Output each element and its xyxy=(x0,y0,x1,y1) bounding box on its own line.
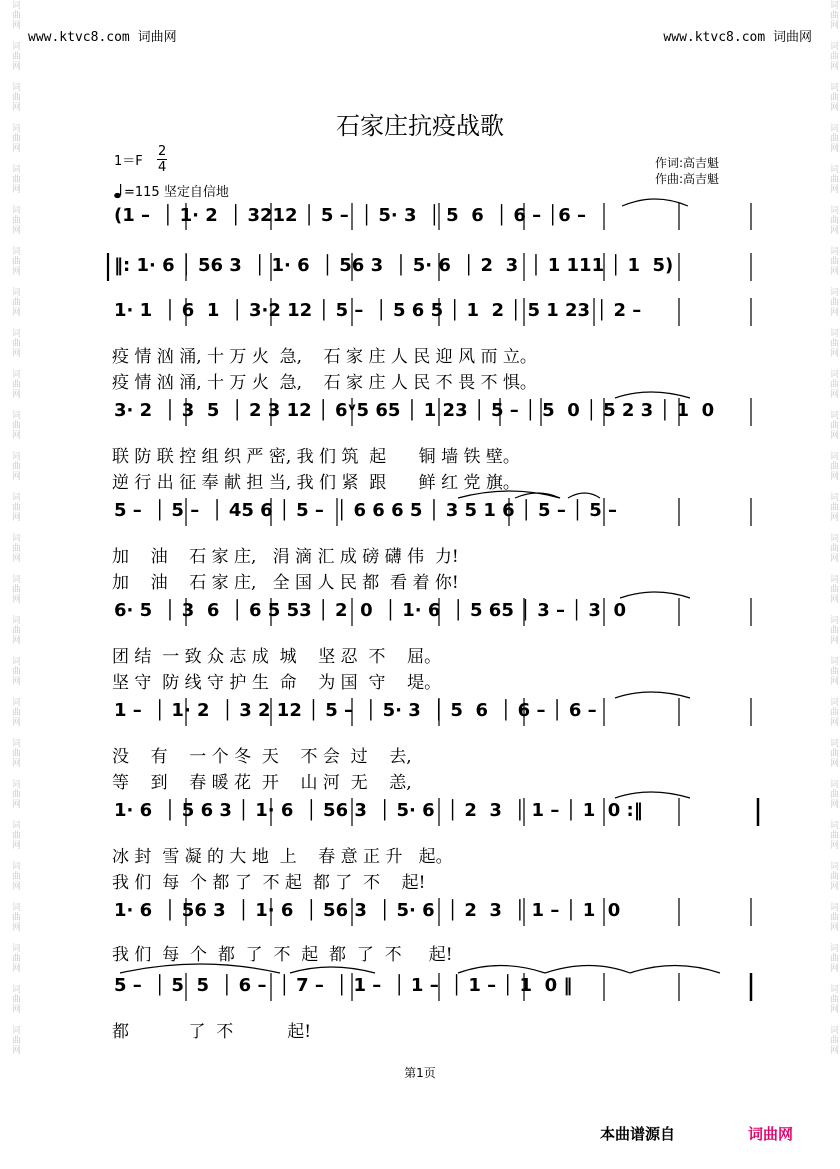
notation-line-7: 1 – │ 1· 2 │ 3 2 12 │ 5 – │ 5· 3 │ 5 6 │ 6 – │ 6 – xyxy=(114,700,597,721)
lyric-line-10: 都 了 不 起! xyxy=(112,1022,312,1042)
key-signature: 1＝F xyxy=(114,154,143,169)
side-watermark-left: 词曲网 词曲网 词曲网 词曲网 词曲网 词曲网 词曲网 词曲网 词曲网 词曲网 词曲网 词曲网 词曲网 词曲网 词曲网 词曲网 词曲网 词曲网 词曲网 词曲网 词曲网 词曲网 词曲网 词曲网 词曲网 词曲网 xyxy=(10,0,20,1055)
notation-line-2: ‖: 1· 6 │ 56 3 │ 1· 6 │ 56 3 │ 5· 6 │ 2 3 │ 1 111 │ 1 5) xyxy=(114,255,674,276)
side-watermark-right: 词曲网 词曲网 词曲网 词曲网 词曲网 词曲网 词曲网 词曲网 词曲网 词曲网 词曲网 词曲网 词曲网 词曲网 词曲网 词曲网 词曲网 词曲网 词曲网 词曲网 词曲网 词曲网 词曲网 词曲网 词曲网 词曲网 xyxy=(828,0,838,1055)
lyric-line-8-verse-1: 冰 封 雪 凝 的 大 地 上 春 意 正 升 起。 xyxy=(112,847,453,867)
page-number: 第1页 xyxy=(404,1066,436,1080)
lyric-line-7-verse-1: 没 有 一 个 冬 天 不 会 过 去, xyxy=(112,747,412,767)
composer-credit: 作曲:高吉魁 xyxy=(655,172,720,186)
notation-line-6: 6· 5 │ 3 6 │ 6 5 53 │ 2 0 │ 1· 6 │ 5 65 │ 3 – │ 3 0 xyxy=(114,600,626,621)
lyric-line-4-verse-2: 逆 行 出 征 奉 献 担 当, 我 们 紧 跟 鲜 红 党 旗。 xyxy=(112,473,520,493)
lyric-line-6-verse-1: 团 结 一 致 众 志 成 城 坚 忍 不 屈。 xyxy=(112,647,442,667)
lyric-line-7-verse-2: 等 到 春 暖 花 开 山 河 无 恙, xyxy=(112,773,412,793)
notation-line-9: 1· 6 │ 56 3 │ 1· 6 │ 56 3 │ 5· 6 │ 2 3 │ 1 – │ 1 0 xyxy=(114,900,621,921)
song-title: 石家庄抗疫战歌 xyxy=(336,112,504,140)
lyric-line-9: 我 们 每 个 都 了 不 起 都 了 不 起! xyxy=(112,945,453,965)
source-site-link[interactable]: 词曲网 xyxy=(748,1125,794,1143)
header-site-right[interactable]: www.ktvc8.com 词曲网 xyxy=(663,30,812,45)
notation-line-4: 3· 2 │ 3 5 │ 2 3 12 │ 6ᵛ5 65 │ 1 23 │ 5 – │ 5 0 │ 5 2 3 │ 1 0 xyxy=(114,400,715,421)
lyric-line-8-verse-2: 我 们 每 个 都 了 不 起 都 了 不 起! xyxy=(112,873,426,893)
lyric-line-3-verse-1: 疫 情 汹 涌, 十 万 火 急, 石 家 庄 人 民 迎 风 而 立。 xyxy=(112,347,537,367)
time-signature-top: 2 xyxy=(158,144,167,159)
lyric-line-3-verse-2: 疫 情 汹 涌, 十 万 火 急, 石 家 庄 人 民 不 畏 不 惧。 xyxy=(112,373,537,393)
notation-line-10: 5 – │ 5 5 │ 6 – │ 7 – │ 1 – │ 1 – │ 1 – │ 1 0 ‖ xyxy=(114,975,573,996)
source-label: 本曲谱源自 xyxy=(600,1125,676,1143)
tempo-text: =115 坚定自信地 xyxy=(124,185,229,200)
lyric-line-4-verse-1: 联 防 联 控 组 织 严 密, 我 们 筑 起 铜 墙 铁 壁。 xyxy=(112,447,520,467)
lyric-line-5-verse-2: 加 油 石 家 庄, 全 国 人 民 都 看 着 你! xyxy=(112,573,459,593)
notation-line-1: (1 – │ 1· 2 │ 3212 │ 5 – │ 5· 3 │ 5 6 │ 6 – │6 – xyxy=(114,205,587,226)
notation-line-8: 1· 6 │ 5 6 3 │ 1· 6 │ 56 3 │ 5· 6 │ 2 3 │ 1 – │ 1 0 :‖ xyxy=(114,800,643,821)
header-site-left[interactable]: www.ktvc8.com 词曲网 xyxy=(28,30,177,45)
lyricist-credit: 作词:高吉魁 xyxy=(655,156,720,170)
lyric-line-5-verse-1: 加 油 石 家 庄, 涓 滴 汇 成 磅 礴 伟 力! xyxy=(112,547,459,567)
time-signature-bottom: 4 xyxy=(158,160,167,175)
notation-line-3: 1· 1 │ 6 1 │ 3·2 12 │ 5 – │ 5 6 5 │ 1 2 │ 5 1 23 │ 2 – xyxy=(114,300,642,321)
notation-line-5: 5 – │ 5 – │ 45 6 │ 5 – │ 6 6 6 5 │ 3 5 1 6 │ 5 – │ 5 – xyxy=(114,500,617,521)
lyric-line-6-verse-2: 坚 守 防 线 守 护 生 命 为 国 守 堤。 xyxy=(112,673,442,693)
